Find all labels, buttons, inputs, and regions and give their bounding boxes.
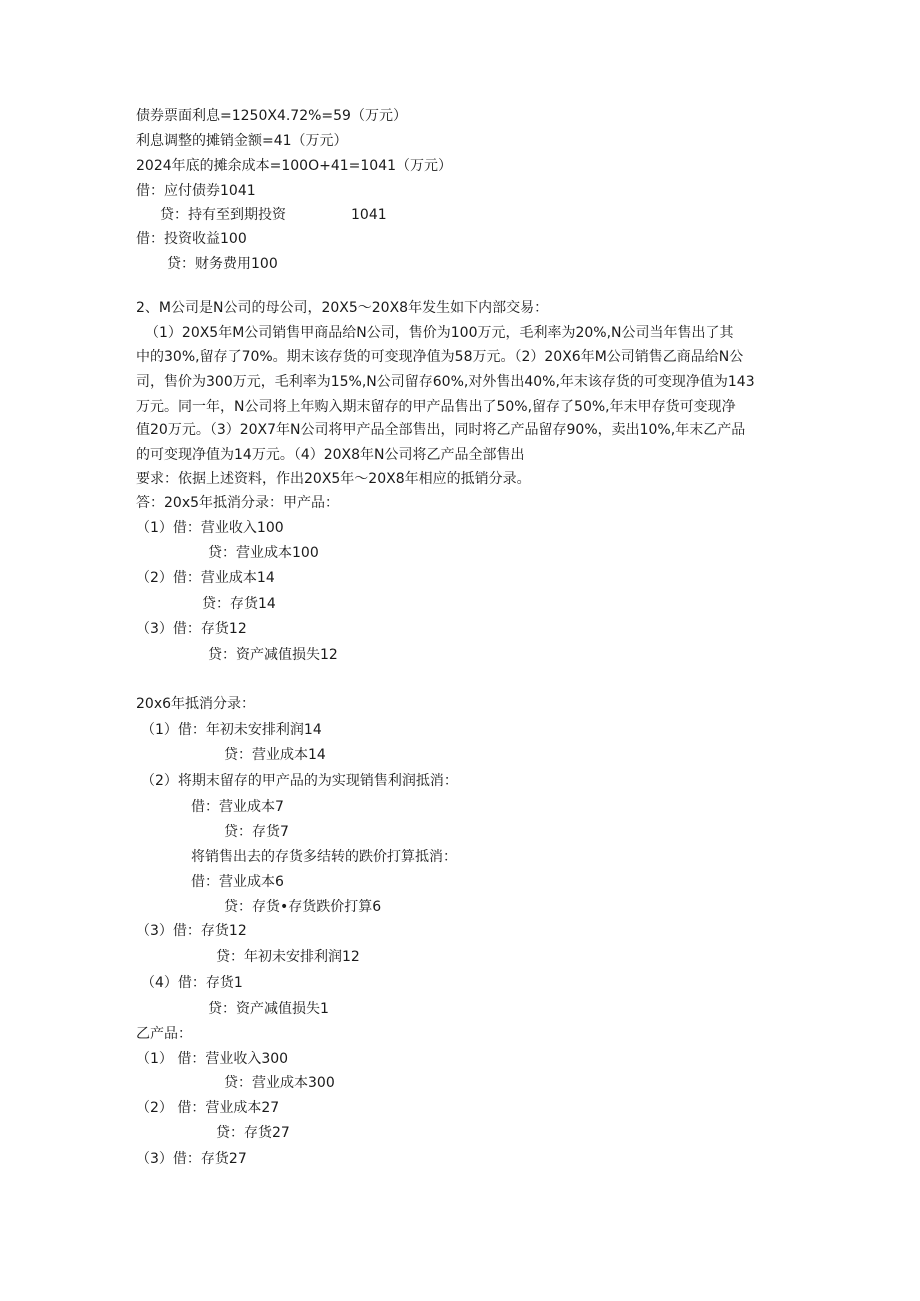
text-line: 乙产品： [136, 1026, 192, 1042]
text-line: 债券票面利息=1250X4.72%=59（万元） [136, 108, 407, 124]
text-line: 要求：依据上述资料，作出20X5年～20X8年相应的抵销分录。 [136, 471, 531, 487]
text-line: 中的30%,留存了70%。期末该存货的可变现净值为58万元。（2）20X6年M公司销售乙商品给N公 [136, 349, 744, 365]
text-line: 贷：营业成本100 [208, 545, 319, 561]
text-line: 贷：营业成本300 [224, 1075, 335, 1091]
text-line: （2）借：营业成本14 [136, 570, 275, 586]
text-line: 的可变现净值为14万元。（4）20X8年N公司将乙产品全部售出 [136, 447, 525, 463]
text-line: （1）20X5年M公司销售甲商品给N公司，售价为100万元，毛利率为20%,N公司当年售出了其 [145, 325, 734, 341]
text-line: 借：营业成本7 [191, 799, 284, 815]
text-line: 贷：资产减值损失1 [208, 1001, 329, 1017]
text-line: 1041 [351, 207, 387, 223]
text-line: （4）借：存货1 [141, 975, 243, 991]
text-line: 借：投资收益100 [136, 231, 247, 247]
text-line: （3）借：存货12 [136, 621, 247, 637]
text-line: 贷：存货27 [216, 1125, 290, 1141]
text-line: 2024年底的摊余成本=100O+41=1041（万元） [136, 158, 453, 174]
text-line: 贷：财务费用100 [167, 256, 278, 272]
text-line: 贷：存货•存货跌价打算6 [224, 899, 382, 915]
text-line: 司，售价为300万元，毛利率为15%,N公司留存60%,对外售出40%,年末该存货的可变现净值为143 [136, 374, 755, 390]
text-line: （3）借：存货27 [136, 1151, 247, 1167]
text-line: 贷：营业成本14 [224, 747, 326, 763]
text-line: 借：营业成本6 [191, 874, 284, 890]
text-line: （1）借：年初未安排利润14 [141, 722, 322, 738]
text-line: 值20万元。（3）20X7年N公司将甲产品全部售出，同时将乙产品留存90%，卖出10%,年末乙产品 [136, 422, 746, 438]
text-line: 借：应付债券1041 [136, 183, 256, 199]
text-line: 答：20x5年抵消分录：甲产品： [136, 495, 340, 511]
text-line: （3）借：存货12 [136, 923, 247, 939]
text-line: 贷：年初未安排利润12 [216, 949, 360, 965]
text-line: 20x6年抵消分录： [136, 696, 256, 712]
text-line: 贷：持有至到期投资 [160, 207, 286, 223]
text-line: （1）借：营业收入100 [136, 520, 284, 536]
text-line: 将销售出去的存货多结转的跌价打算抵消： [191, 849, 457, 865]
text-line: 万元。同一年，N公司将上年购入期末留存的甲产品售出了50%,留存了50%,年末甲存货可变现净 [136, 399, 736, 415]
text-line: 2、M公司是N公司的母公司，20X5～20X8年发生如下内部交易： [136, 300, 549, 316]
text-line: 贷：资产减值损失12 [208, 647, 338, 663]
text-line: 贷：存货14 [202, 596, 276, 612]
text-line: （2） 借：营业成本27 [136, 1100, 280, 1116]
text-line: 贷：存货7 [224, 824, 289, 840]
text-line: （2）将期末留存的甲产品的为实现销售利润抵消： [141, 773, 458, 789]
text-line: 利息调整的摊销金额=41（万元） [136, 133, 348, 149]
text-line: （1） 借：营业收入300 [136, 1051, 289, 1067]
